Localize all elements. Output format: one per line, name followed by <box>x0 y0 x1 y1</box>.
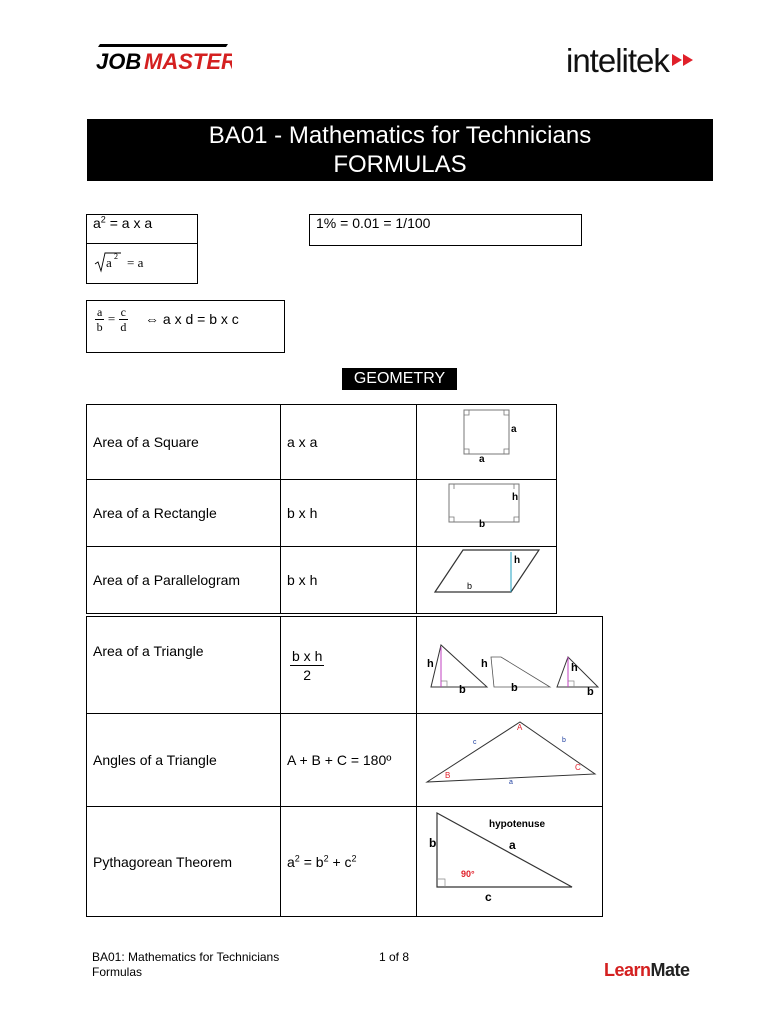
triangle-area-fraction: $\frac{\text{b x h}}{2}$ <box>292 647 323 683</box>
row-name: Area of a Square <box>87 405 281 480</box>
label-side-a: a <box>509 779 513 786</box>
row-formula <box>281 617 417 714</box>
doc-subtitle: FORMULAS <box>333 151 467 178</box>
square-figure <box>417 405 557 480</box>
proportion-box <box>86 300 285 353</box>
label-b-2: b <box>511 682 518 694</box>
row-name: Area of a Triangle <box>87 617 281 714</box>
row-formula: a x a <box>281 405 417 480</box>
label-h: h <box>514 555 521 566</box>
square-definition: $a^2 = a$ x a <box>93 214 153 231</box>
pythagorean-formula: $a^2 = b^2 + c^2$ <box>287 852 357 870</box>
geometry-table-areas <box>86 404 557 614</box>
label-h-1: h <box>427 658 434 670</box>
label-b: b <box>479 519 486 530</box>
row-name: Area of a Rectangle <box>87 480 281 547</box>
proportion-formula: $\frac{a}{b}$ = $\frac{c}{d}$ <box>96 305 127 334</box>
row-formula <box>281 807 417 917</box>
label-b: b <box>429 836 437 850</box>
table-row <box>87 807 603 917</box>
svg-text:JOB: JOB <box>96 49 142 74</box>
intelitek-logo: intelitek <box>566 40 696 80</box>
table-row <box>87 480 557 547</box>
percent-formula: 1% = 0.01 = 1/100 <box>316 215 431 231</box>
rectangle-figure <box>417 480 557 547</box>
svg-text:2: 2 <box>114 252 118 261</box>
row-formula: b x h <box>281 480 417 547</box>
label-a-side: a <box>511 424 517 435</box>
table-row <box>87 547 557 614</box>
row-formula: A + B + C = 180º <box>281 714 417 807</box>
svg-text:MASTER: MASTER <box>144 49 232 74</box>
label-b-3: b <box>587 686 594 698</box>
label-c: c <box>485 890 492 904</box>
square-definition-box <box>86 214 198 244</box>
doc-title: BA01 - Mathematics for Technicians <box>208 122 592 149</box>
svg-text:= a: = a <box>127 255 144 270</box>
title-banner <box>87 119 713 181</box>
percent-box <box>309 214 582 246</box>
footer-document-name: BA01: Mathematics for Technicians Formulas <box>92 950 280 979</box>
learnmate-logo: LearnMate <box>604 960 690 980</box>
sqrt-definition-box <box>86 243 198 284</box>
geometry-section-label: GEOMETRY <box>342 368 457 390</box>
label-a-bottom: a <box>479 454 485 465</box>
row-name: Area of a Parallelogram <box>87 547 281 614</box>
label-h: h <box>512 492 519 503</box>
row-name: Pythagorean Theorem <box>87 807 281 917</box>
row-formula: b x h <box>281 547 417 614</box>
label-a: a <box>509 838 516 852</box>
row-name: Angles of a Triangle <box>87 714 281 807</box>
label-hypotenuse: hypotenuse <box>489 819 546 830</box>
jobmaster-logo <box>92 40 232 74</box>
label-angle-A: A <box>517 723 523 732</box>
pythagorean-figure <box>417 807 603 917</box>
parallelogram-figure <box>417 547 557 614</box>
label-side-b: b <box>562 737 566 744</box>
svg-text:a: a <box>106 255 112 270</box>
label-right-angle: 90° <box>461 869 475 879</box>
triangle-angles-figure <box>417 714 603 807</box>
proportion-cross-product: ⇔ a x d = b x c <box>145 311 239 327</box>
label-b-1: b <box>459 684 466 696</box>
geometry-table-triangles <box>86 616 603 917</box>
label-side-c: c <box>473 739 477 746</box>
label-h-3: h <box>571 662 578 674</box>
label-angle-C: C <box>575 763 581 772</box>
label-angle-B: B <box>445 771 451 780</box>
table-row <box>87 405 557 480</box>
label-b: b <box>467 581 473 591</box>
triangle-area-figures <box>417 617 603 714</box>
page-number: 1 of 8 <box>379 950 410 964</box>
label-h-2: h <box>481 658 488 670</box>
sqrt-formula <box>87 244 197 283</box>
table-row <box>87 617 603 714</box>
table-row <box>87 714 603 807</box>
